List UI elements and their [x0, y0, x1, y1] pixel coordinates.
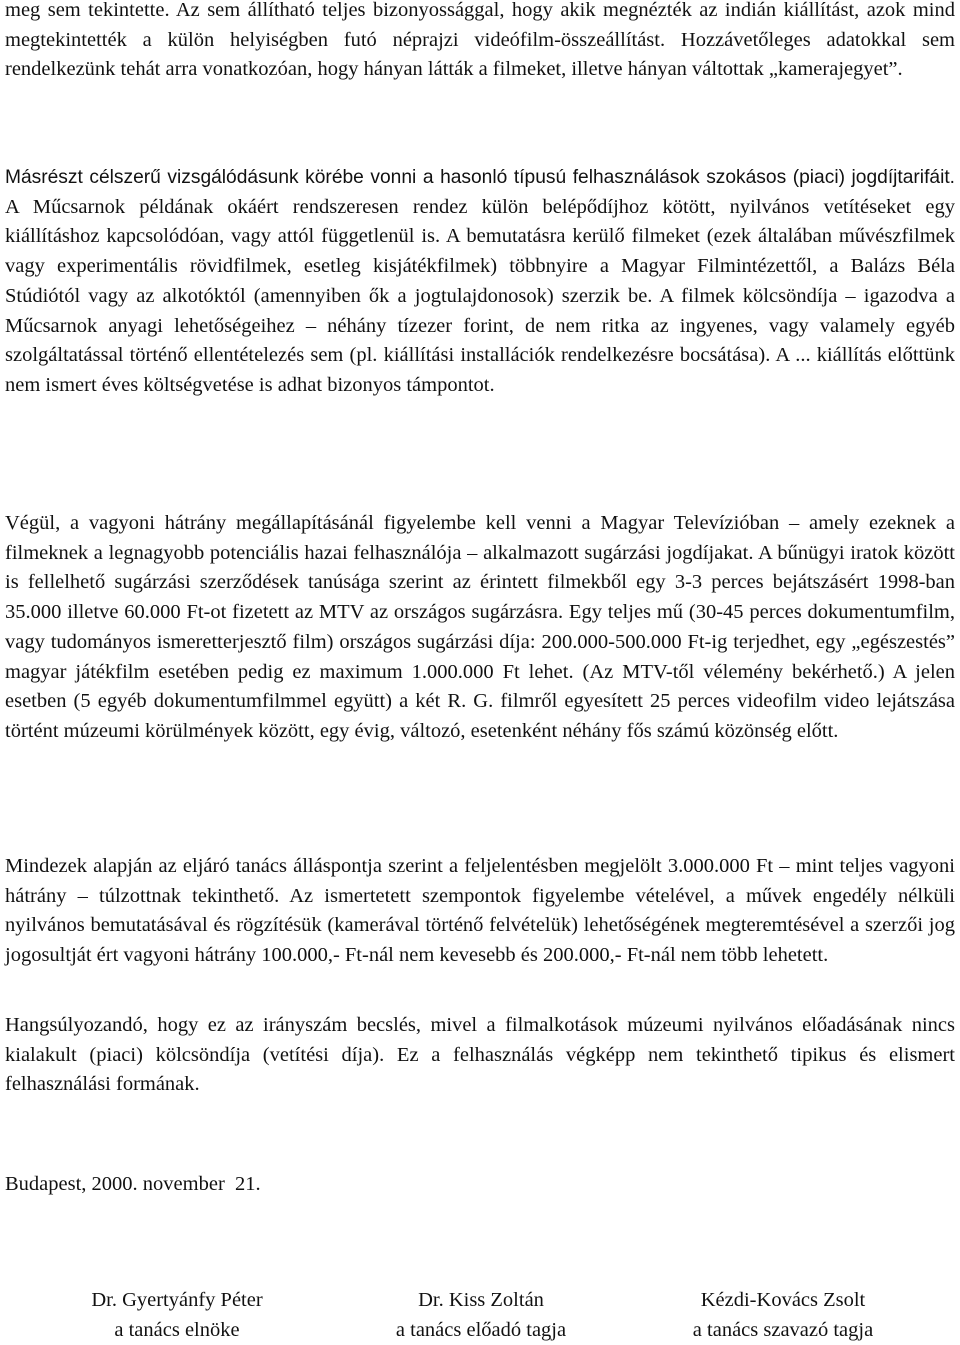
signatory-role: a tanács szavazó tagja — [633, 1316, 933, 1345]
paragraph-2-lead-text: Másrészt célszerű vizsgálódásunk körébe vonni a hasonló típusú felhasználások szokásos (piaci) jogdíjtarifáit. — [5, 167, 955, 188]
paragraph-3 — [5, 509, 955, 747]
signatory-name: Dr. Kiss Zoltán — [331, 1286, 631, 1316]
paragraph-3-text: Végül, a vagyoni hátrány megállapításánál figyelembe kell venni a Magyar Televízióban – amely ezeknek a filmeknek a legnagyobb potenciális hazai felhasználója – alkalmazott sugárzási jogdíjakat. A bűnügyi iratok között is fellelhető sugárzási szerződések tanúsága szerint az érintett filmekből egy 3-3 perces bejátszásért 1998-ban 35.000 illetve 60.000 Ft-ot fizetett az MTV az országos sugárzásra. Egy teljes mű (30-45 perces dokumentumfilm, vagy tudományos ismeretterjesztő film) országos sugárzási díja: 200.000-500.000 Ft-ig terjedhet, egy „egészestés” magyar játékfilm esetében pedig ez maximum 1.000.000 Ft lehet. (Az MTV-től vélemény bekérhető.) A jelen esetben (5 egyéb dokumentumfilmmel együtt) a két R. G. filmről egyesített 25 perces videofilm video lejátszása történt múzeumi körülmények között, egy évig, változó, esetenként néhány fős számú közönség előtt. — [5, 512, 955, 742]
paragraph-1 — [5, 0, 955, 85]
paragraph-5-text: Hangsúlyozandó, hogy ez az irányszám becslés, mivel a filmalkotások múzeumi nyilvános előadásának nincs kialakult (piaci) kölcsöndíja (vetítési díja). Ez a felhasználás végképp nem tekinthető tipikus és elismert felhasználási formának. — [5, 1014, 955, 1095]
paragraph-4 — [5, 852, 955, 971]
signatory-role: a tanács elnöke — [27, 1316, 327, 1345]
signature-block — [5, 1286, 955, 1344]
place-and-date: Budapest, 2000. november 21. — [5, 1170, 261, 1200]
paragraph-2-text: A Műcsarnok példának okáért rendszeresen rendez külön belépődíjhoz kötött, nyilvános vetítéseket egy kiállításhoz kapcsolódóan, vagy attól függetlenül is. A bemutatásra kerülő filmeket (ezek általában művészfilmek vagy experimentális rövidfilmek, esetleg kisjátékfilmek) többnyire a Magyar Filmintézettől, a Balázs Béla Stúdiótól vagy az alkotóktól (amennyiben ők a jogtulajdonosok) szerzik be. A filmek kölcsöndíja – igazodva a Műcsarnok anyagi lehetőségeihez – néhány tízezer forint, de nem ritka az ingyenes, vagy valamely egyéb szolgáltatással történő ellentételezés sem (pl. kiállítási installációk rendelkezésre bocsátása). A ... kiállítás előttünk nem ismert éves költségvetése is adhat bizonyos támpontot. — [5, 196, 955, 396]
paragraph-1-text: meg sem tekintette. Az sem állítható teljes bizonyossággal, hogy akik megnézték az indián kiállítást, azok mind megtekintették a külön helyiségben futó néprajzi videófilm-összeállítást. Hozzávetőleges adatokkal sem rendelkezünk tehát arra vonatkozóan, hogy hányan látták a filmeket, illetve hányan váltottak „kamerajegyet”. — [5, 0, 955, 80]
paragraph-2 — [5, 163, 955, 401]
signatory-1 — [27, 1286, 327, 1345]
paragraph-4-text: Mindezek alapján az eljáró tanács álláspontja szerint a feljelentésben megjelölt 3.000.000 Ft – mint teljes vagyoni hátrány – túlzottnak tekinthető. Az ismertetett szempontok figyelembe vételével, a művek engedély nélküli nyilvános bemutatásával és rögzítésük (kamerával történő felvételük) lehetőségének megteremtésével a szerzői jog jogosultját ért vagyoni hátrány 100.000,- Ft-nál nem kevesebb és 200.000,- Ft-nál nem több lehetett. — [5, 855, 955, 966]
signatory-role: a tanács előadó tagja — [331, 1316, 631, 1345]
signatory-name: Kézdi-Kovács Zsolt — [633, 1286, 933, 1316]
signatory-name: Dr. Gyertyánfy Péter — [27, 1286, 327, 1316]
signatory-3 — [633, 1286, 933, 1345]
signatory-2 — [331, 1286, 631, 1345]
paragraph-5 — [5, 1011, 955, 1100]
